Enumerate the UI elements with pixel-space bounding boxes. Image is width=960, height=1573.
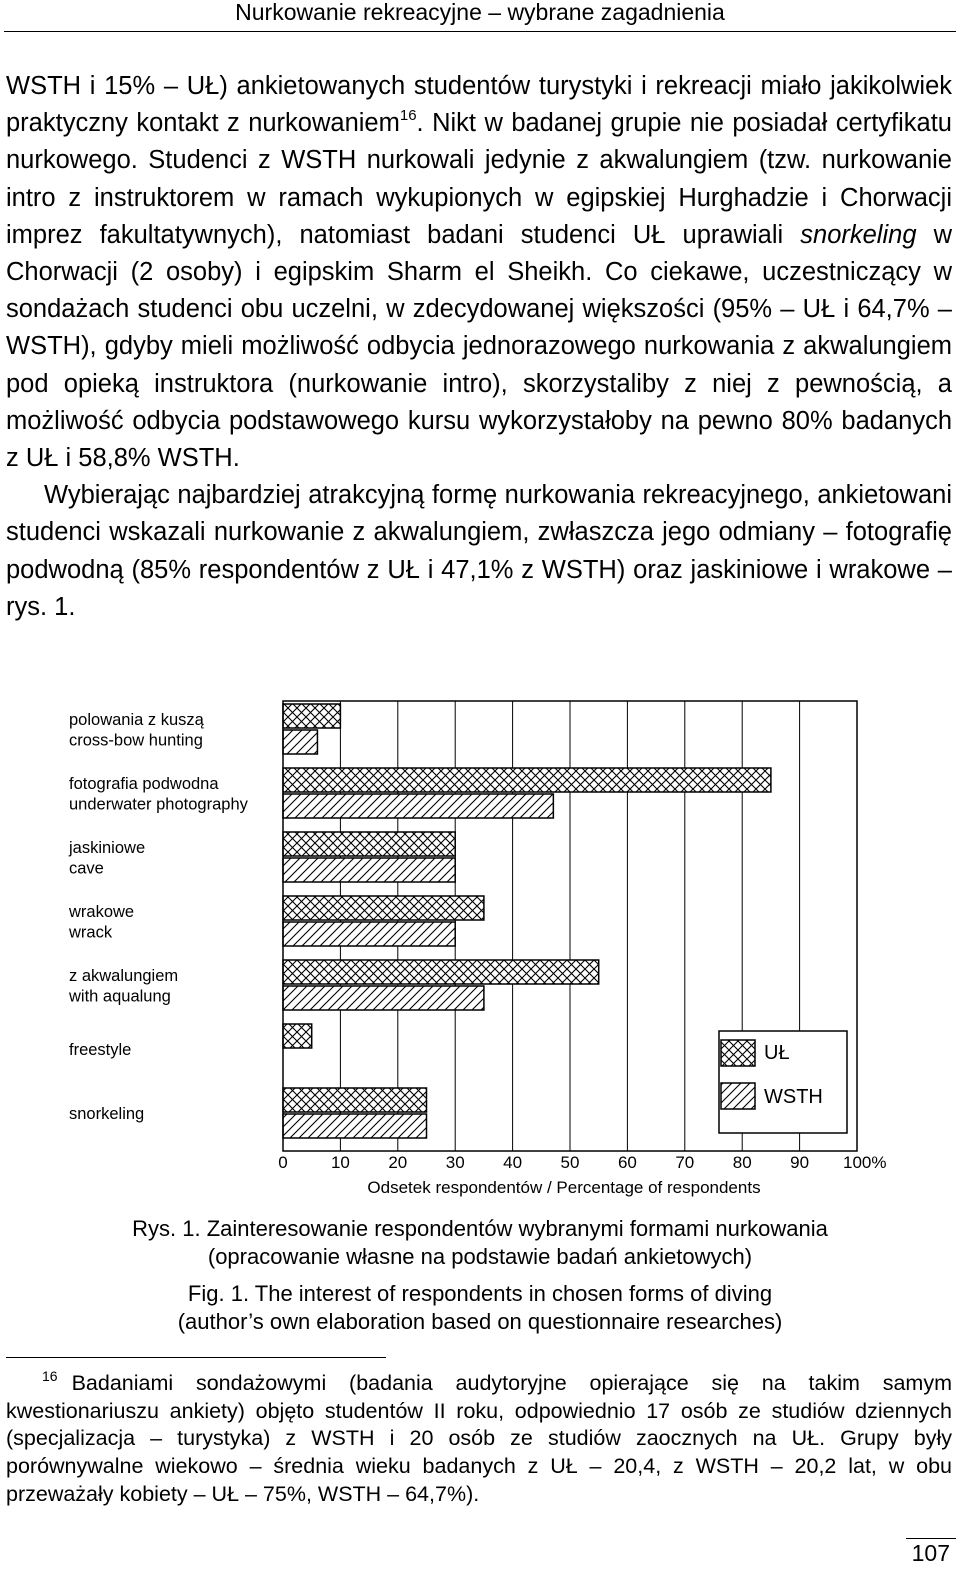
caption-en-line-1: Fig. 1. The interest of respondents in chosen forms of diving	[187, 1281, 773, 1306]
category-label: fotografia podwodna	[69, 775, 219, 793]
x-tick-label: 100%	[843, 1153, 887, 1172]
x-tick-label: 10	[330, 1153, 350, 1172]
x-tick-label: 0	[278, 1153, 288, 1172]
category-label: cave	[69, 859, 104, 878]
caption-en-line-2: (author’s own elaboration based on questionnaire researches)	[177, 1308, 783, 1334]
x-tick-label: 20	[388, 1153, 408, 1172]
bar	[283, 986, 484, 1010]
legend-swatch-ul	[721, 1040, 755, 1066]
x-tick-label: 70	[675, 1153, 695, 1172]
bar	[283, 922, 455, 946]
bar-layer	[283, 704, 771, 1138]
p1-italic-term: snorkeling	[800, 220, 917, 249]
category-label: polowania z kuszą	[69, 711, 204, 729]
caption-pl	[0, 1215, 960, 1270]
category-label: underwater photography	[69, 795, 248, 814]
p1-text-b: . Nikt w badanej grupie nie posiadał certyfikatu nurkowego. Studenci z WSTH nurkowali jedynie z akwalungiem (tzw. nurkowanie intro z instruktorem w ramach wykupionych w egipskiej Hurghadzie i Chorwacji imprez fakultatywnych), natomiast badani studenci UŁ uprawiali	[6, 109, 952, 249]
category-labels	[68, 711, 249, 1123]
footnote	[6, 1370, 952, 1509]
category-label: wrakowe	[69, 903, 135, 921]
page-number: 107	[911, 1540, 950, 1566]
bar	[283, 1088, 427, 1112]
paragraph-1	[6, 68, 952, 477]
legend-label-ul: UŁ	[764, 1042, 790, 1064]
bar	[283, 960, 599, 984]
bar	[283, 794, 553, 818]
body-text	[6, 68, 952, 626]
category-label: wrack	[69, 923, 113, 942]
running-header: Nurkowanie rekreacyjne – wybrane zagadnienia	[235, 0, 725, 25]
footnote-text: Badaniami sondażowymi (badania audytoryjne opierające się na takim samym kwestionariuszu ankiety) objęto studentów II roku, odpowiednio 17 osób ze studiów dziennych (specjalizacja – turystyka) z WSTH i 20 osób ze studiów zaocznych na UŁ. Grupy były porównywalne wiekowo – średnia wieku badanych z UŁ – 20,4, z WSTH – 20,2 lat, w obu przeważały kobiety – UŁ – 75%, WSTH – 64,7%).	[6, 1371, 952, 1506]
footnote-rule	[6, 1357, 386, 1358]
x-tick-label: 90	[790, 1153, 810, 1172]
x-tick-label: 60	[617, 1153, 637, 1172]
category-label: z akwalungiem	[69, 967, 179, 985]
x-tick-labels	[278, 1153, 886, 1172]
legend	[719, 1031, 847, 1133]
bar	[283, 1114, 427, 1138]
caption-pl-line-1: Rys. 1. Zainteresowanie respondentów wybranymi formami nurkowania	[132, 1216, 828, 1241]
bar	[283, 730, 317, 754]
legend-label-wsth: WSTH	[764, 1086, 823, 1108]
x-axis-label: Odsetek respondentów / Percentage of respondents	[367, 1178, 761, 1197]
category-label: snorkeling	[69, 1105, 145, 1123]
x-tick-label: 30	[445, 1153, 465, 1172]
footnote-number: 16	[42, 1368, 58, 1384]
bar	[283, 896, 484, 920]
header-rule	[4, 31, 956, 32]
x-tick-label: 50	[560, 1153, 580, 1172]
caption-en	[0, 1280, 960, 1335]
bar	[283, 858, 455, 882]
paragraph-2: Wybierając najbardziej atrakcyjną formę nurkowania rekreacyjnego, ankietowani studenci wskazali nurkowanie z akwalungiem, zwłaszcza jego odmiany – fotografię podwodną (85% respondentów z UŁ i 47,1% z WSTH) oraz jaskiniowe i wrakowe – rys. 1.	[6, 481, 952, 621]
category-label: with aqualung	[69, 987, 171, 1006]
x-tick-label: 80	[732, 1153, 752, 1172]
category-label: jaskiniowe	[69, 839, 146, 857]
legend-swatch-wsth	[721, 1083, 755, 1109]
bar	[283, 1024, 312, 1048]
bar	[283, 704, 340, 728]
p1-text-a: WSTH i 15% – UŁ) ankietowanych studentów turystyki i rekreacji miało jakikolwiek praktyczny kontakt z nurkowaniem	[6, 72, 952, 138]
figure-chart	[0, 690, 960, 1210]
p1-text-c: w Chorwacji (2 osoby) i egipskim Sharm el Sheikh. Co ciekawe, uczestniczący w sondażach studenci obu uczelni, w zdecydowanej większości (95% – UŁ i 64,7% – WSTH), gdyby mieli możliwość odbycia jednorazowego nurkowania z akwalungiem pod opieką instruktora (nurkowanie intro), skorzystaliby z niej z pewnością, a możliwość odbycia podstawowego kursu wykorzystałoby na pewno 80% badanych z UŁ i 58,8% WSTH.	[6, 220, 952, 473]
footnote-reference: 16	[399, 107, 417, 125]
caption-pl-line-2: (opracowanie własne na podstawie badań ankietowych)	[207, 1243, 753, 1269]
x-tick-label: 40	[503, 1153, 523, 1172]
category-label: cross-bow hunting	[69, 731, 203, 750]
bar	[283, 768, 771, 792]
bar	[283, 832, 455, 856]
category-label: freestyle	[69, 1041, 132, 1059]
